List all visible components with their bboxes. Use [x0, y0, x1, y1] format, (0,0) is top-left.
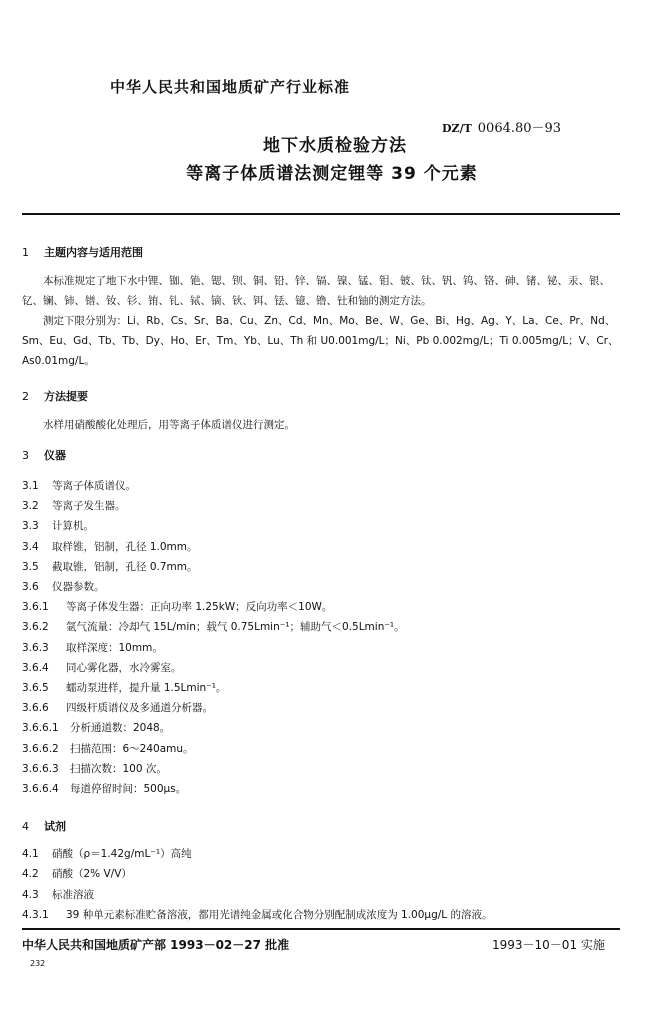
item-text: 硝酸（ρ＝1.42g/mL⁻¹）高纯 [52, 848, 192, 860]
list-item [22, 559, 198, 574]
item-number: 3.6.4 [22, 661, 49, 674]
list-item [22, 579, 105, 594]
list-item [22, 866, 132, 881]
list-item [22, 781, 186, 796]
list-item [22, 887, 94, 902]
standard-prefix: DZ/T [442, 122, 472, 135]
item-text: 39 种单元素标准贮备溶液，都用光谱纯金属或化合物分别配制成浓度为 1.00μg/L 的溶液。 [66, 908, 493, 921]
list-item [22, 498, 126, 513]
list-item [22, 761, 167, 776]
item-number: 3.4 [22, 540, 39, 553]
list-item [22, 741, 194, 756]
section-number: 1 [22, 246, 29, 259]
item-number: 3.2 [22, 500, 39, 513]
paragraph: 本标准规定了地下水中锂、铷、铯、锶、钡、铜、铅、锌、镉、镍、锰、钼、铍、钛、钒、钨、铬、砷、锗、铋、汞、银、钇、镧、铈、镨、钕、钐、铕、钆、铽、镝、钬、铒、铥、镱、镥、钍和铀的测定方法。 [22, 275, 610, 307]
section-title: 主题内容与适用范围 [44, 246, 143, 259]
item-number: 3.6 [22, 581, 39, 593]
paragraph: 测定下限分别为：Li、Rb、Cs、Sr、Ba、Cu、Zn、Cd、Mn、Mo、Be、W、Ge、Bi、Hg、Ag、Y、La、Ce、Pr、Nd、Sm、Eu、Gd、Tb、Tb、Dy、Ho、Er、Tm、Yb、Lu、Th 和 U0.001mg/L；Ni、Pb 0.002mg/L；Ti 0.005mg/L；V、Cr、As0.01mg/L。 [22, 315, 619, 367]
list-item [22, 846, 192, 861]
section-2-heading [22, 388, 88, 404]
item-text: 等离子发生器。 [52, 500, 126, 513]
item-number: 4.3 [22, 888, 39, 901]
list-item [22, 539, 198, 554]
item-text: 分析通道数：2048。 [70, 722, 171, 735]
item-number: 3.6.6.4 [22, 783, 59, 795]
list-item [22, 619, 405, 634]
paragraph: 水样用硝酸酸化处理后，用等离子体质谱仪进行测定。 [43, 419, 295, 431]
item-number: 3.6.6.2 [22, 742, 59, 755]
footer-divider [22, 928, 620, 930]
section-number: 4 [22, 820, 29, 833]
section-number: 3 [22, 449, 29, 462]
item-text: 同心雾化器，水冷雾室。 [66, 661, 182, 674]
item-text: 截取锥，铝制，孔径 0.7mm。 [52, 560, 198, 573]
item-text: 计算机。 [52, 520, 94, 533]
item-text: 蠕动泵进样，提升量 1.5Lmin⁻¹。 [66, 682, 227, 694]
section-number: 2 [22, 390, 29, 403]
approval-line: 中华人民共和国地质矿产部 1993－02－27 批准 [22, 938, 290, 952]
item-number: 3.6.5 [22, 682, 49, 694]
document-title-line-1: 地下水质检验方法 [263, 136, 407, 156]
item-text: 仪器参数。 [52, 581, 105, 593]
item-number: 3.6.6.1 [22, 722, 59, 735]
section-title: 方法提要 [44, 390, 88, 403]
item-text: 等离子体质谱仪。 [52, 480, 136, 492]
industry-standard-heading: 中华人民共和国地质矿产行业标准 [110, 78, 351, 96]
item-number: 4.3.1 [22, 908, 49, 921]
list-item [22, 599, 332, 614]
item-text: 四级杆质谱仪及多通道分析器。 [66, 702, 213, 715]
item-number: 3.5 [22, 560, 39, 573]
item-text: 每道停留时间：500μs。 [70, 783, 187, 795]
standard-code: 0064.80－93 [477, 121, 562, 136]
item-number: 4.1 [22, 848, 39, 860]
list-item [22, 640, 163, 655]
list-item [22, 700, 213, 715]
item-number: 3.6.1 [22, 601, 49, 614]
list-item [22, 720, 170, 735]
item-number: 3.6.3 [22, 641, 49, 654]
item-number: 3.1 [22, 480, 39, 492]
section-1-heading [22, 244, 143, 260]
item-number: 4.2 [22, 868, 39, 881]
header-divider [22, 213, 620, 215]
item-text: 氩气流量：冷却气 15L/min；载气 0.75Lmin⁻¹；辅助气＜0.5Lmin⁻¹。 [66, 621, 405, 634]
item-number: 3.6.2 [22, 621, 49, 634]
item-number: 3.6.6.3 [22, 762, 59, 775]
list-item [22, 907, 492, 922]
item-text: 取样锥，铝制，孔径 1.0mm。 [52, 540, 198, 553]
list-item [22, 680, 226, 695]
list-item [22, 478, 136, 493]
section-2-body [22, 415, 622, 435]
implementation-line: 1993－10－01 实施 [492, 938, 605, 952]
item-number: 3.6.6 [22, 702, 49, 715]
section-title: 仪器 [44, 449, 66, 462]
list-item [22, 518, 94, 533]
item-text: 扫描次数：100 次。 [70, 762, 167, 775]
section-title: 试剂 [44, 820, 66, 833]
section-1-body [22, 271, 622, 371]
page-number: 232 [30, 959, 46, 968]
item-text: 标准溶液 [52, 888, 94, 901]
item-text: 等离子体发生器：正向功率 1.25kW；反向功率＜10W。 [66, 601, 333, 614]
document-title-line-2: 等离子体质谱法测定锂等 39 个元素 [186, 164, 478, 184]
list-item [22, 660, 182, 675]
item-number: 3.3 [22, 520, 39, 533]
item-text: 取样深度：10mm。 [66, 641, 163, 654]
item-text: 扫描范围：6～240amu。 [70, 742, 194, 755]
section-3-heading [22, 447, 66, 463]
item-text: 硝酸（2% V/V） [52, 868, 132, 881]
section-4-heading [22, 818, 66, 834]
